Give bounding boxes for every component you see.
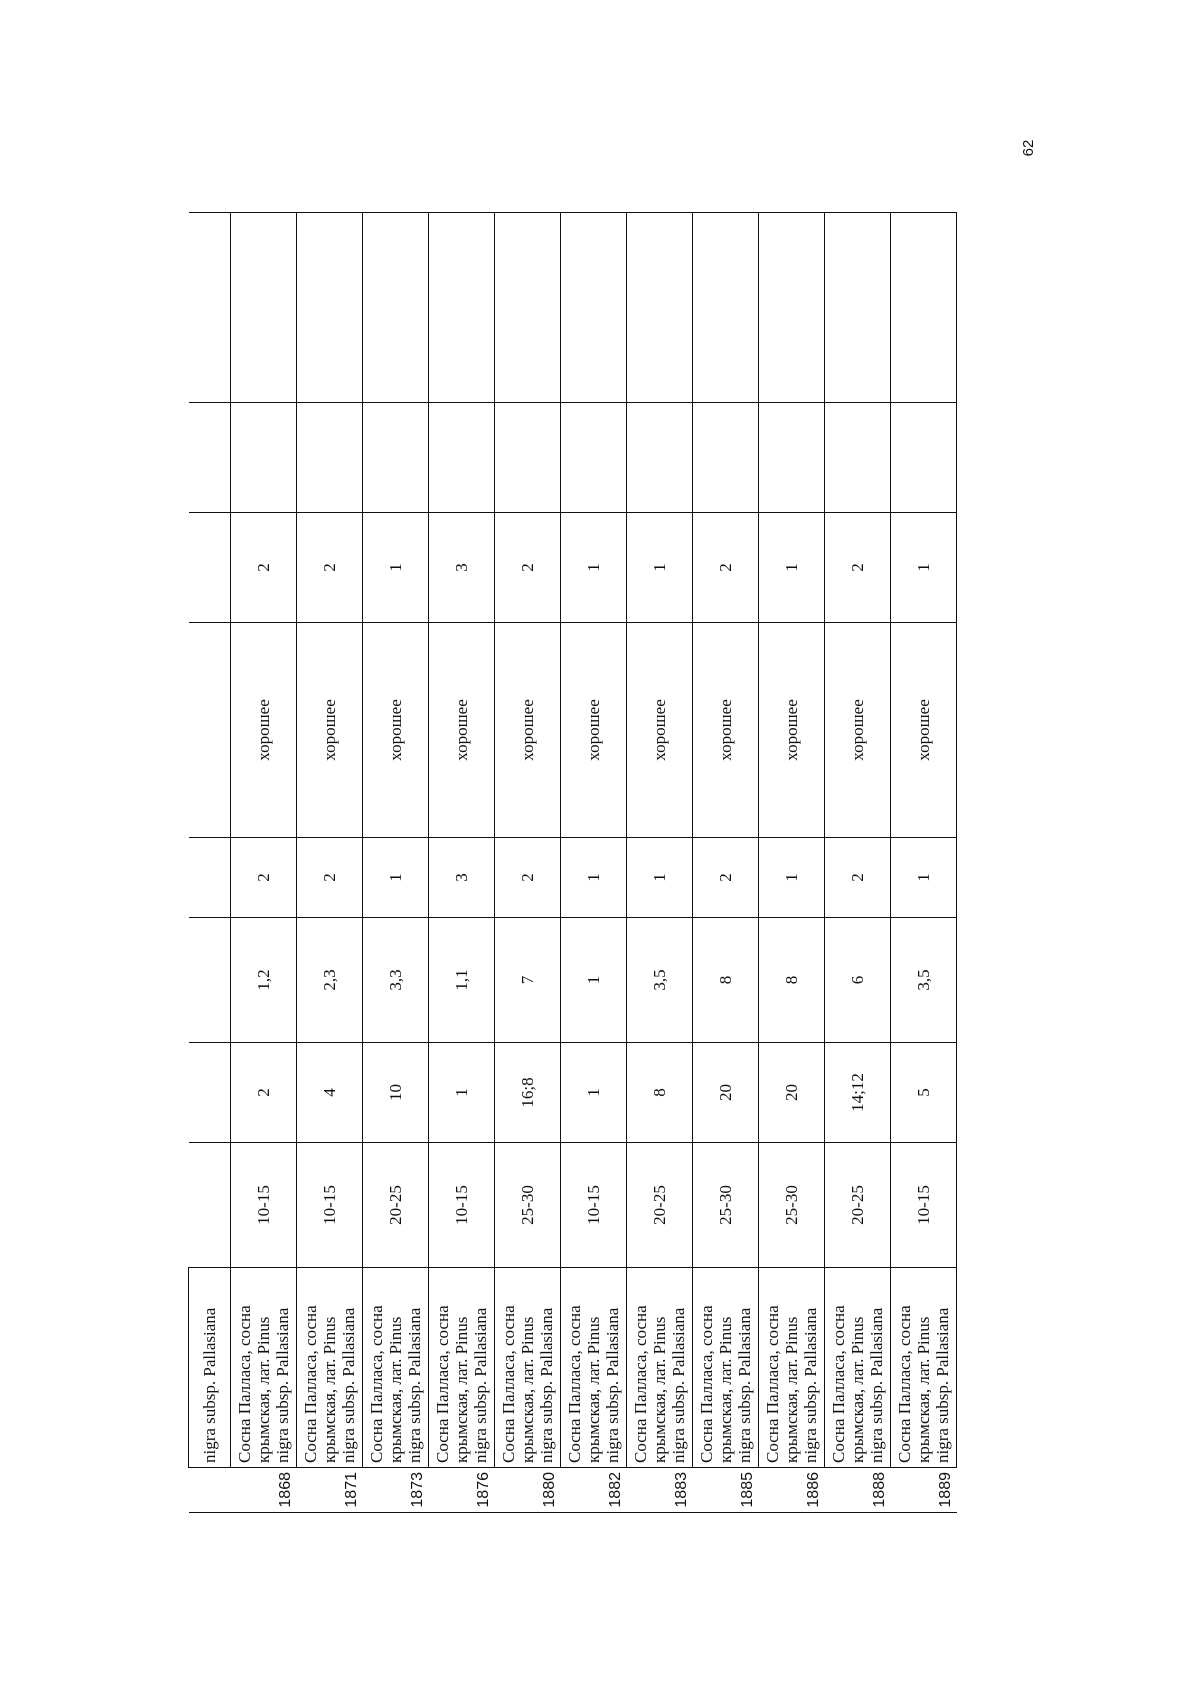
age-cell: 10-15: [231, 1143, 297, 1268]
empty-cell: [231, 403, 297, 513]
species-line: Сосна Палласа, сосна: [895, 1305, 914, 1463]
species-line: Сосна Палласа, сосна: [631, 1305, 650, 1463]
empty-cell: [189, 623, 231, 838]
table-row: [693, 213, 759, 1513]
species-cell: [561, 1268, 627, 1468]
species-line: крымская, лат. Pinus: [386, 1316, 405, 1463]
count-cell: 2: [693, 838, 759, 918]
species-line: Сосна Палласа, сосна: [235, 1305, 254, 1463]
year-cell: 1880: [495, 1468, 561, 1513]
species-cell: [627, 1268, 693, 1468]
age-cell: 10-15: [561, 1143, 627, 1268]
species-line: крымская, лат. Pinus: [650, 1316, 669, 1463]
count-cell: 1: [561, 513, 627, 623]
count-cell: 1: [627, 513, 693, 623]
species-line: nigra subsp. Pallasiana: [603, 1307, 622, 1463]
empty-cell: [759, 403, 825, 513]
year-cell: 1871: [297, 1468, 363, 1513]
empty-cell: [189, 513, 231, 623]
empty-cell: [189, 918, 231, 1043]
species-line: nigra subsp. Pallasiana: [867, 1307, 886, 1463]
value-cell: 2: [231, 1043, 297, 1143]
species-cell: [495, 1268, 561, 1468]
count-cell: 2: [297, 838, 363, 918]
value-cell: 8: [693, 918, 759, 1043]
condition-cell: хорошее: [297, 623, 363, 838]
age-cell: 20-25: [627, 1143, 693, 1268]
species-cell: [825, 1268, 891, 1468]
empty-cell: [363, 213, 429, 403]
empty-cell: [627, 403, 693, 513]
species-cell: [231, 1268, 297, 1468]
count-cell: 1: [363, 513, 429, 623]
count-cell: 3: [429, 513, 495, 623]
condition-cell: хорошее: [231, 623, 297, 838]
year-cell: 1876: [429, 1468, 495, 1513]
table-row-continuation: [189, 213, 231, 1513]
condition-cell: хорошее: [429, 623, 495, 838]
age-cell: 25-30: [759, 1143, 825, 1268]
value-cell: 20: [759, 1043, 825, 1143]
count-cell: 1: [891, 513, 957, 623]
empty-cell: [189, 1043, 231, 1143]
empty-cell: [189, 213, 231, 403]
value-cell: 1: [429, 1043, 495, 1143]
empty-cell: [429, 213, 495, 403]
value-cell: 7: [495, 918, 561, 1043]
count-cell: 2: [693, 513, 759, 623]
count-cell: 1: [627, 838, 693, 918]
value-cell: 16;8: [495, 1043, 561, 1143]
empty-cell: [891, 213, 957, 403]
species-line: nigra subsp. Pallasiana: [537, 1307, 556, 1463]
empty-cell: [189, 1143, 231, 1268]
value-cell: 8: [627, 1043, 693, 1143]
table-row: [363, 213, 429, 1513]
condition-cell: хорошее: [363, 623, 429, 838]
count-cell: 1: [561, 838, 627, 918]
condition-cell: хорошее: [891, 623, 957, 838]
table-row: [429, 213, 495, 1513]
species-line: крымская, лат. Pinus: [782, 1316, 801, 1463]
species-line: nigra subsp. Pallasiana: [339, 1307, 358, 1463]
table-row: [627, 213, 693, 1513]
table-row: [891, 213, 957, 1513]
condition-cell: хорошее: [495, 623, 561, 838]
species-line: nigra subsp. Pallasiana: [405, 1307, 424, 1463]
value-cell: 2,3: [297, 918, 363, 1043]
species-line: крымская, лат. Pinus: [518, 1316, 537, 1463]
value-cell: 3,5: [891, 918, 957, 1043]
year-cell: 1868: [231, 1468, 297, 1513]
table-row: [825, 213, 891, 1513]
species-line: крымская, лат. Pinus: [452, 1316, 471, 1463]
condition-cell: хорошее: [693, 623, 759, 838]
year-cell: 1889: [891, 1468, 957, 1513]
value-cell: 1,1: [429, 918, 495, 1043]
species-line: nigra subsp. Pallasiana: [273, 1307, 292, 1463]
species-line: nigra subsp. Pallasiana: [735, 1307, 754, 1463]
value-cell: 1,2: [231, 918, 297, 1043]
year-cell: 1886: [759, 1468, 825, 1513]
count-cell: 2: [297, 513, 363, 623]
value-cell: 8: [759, 918, 825, 1043]
count-cell: 2: [231, 838, 297, 918]
count-cell: 1: [759, 838, 825, 918]
count-cell: 2: [495, 513, 561, 623]
age-cell: 10-15: [429, 1143, 495, 1268]
age-cell: 10-15: [297, 1143, 363, 1268]
species-line: nigra subsp. Pallasiana: [471, 1307, 490, 1463]
value-cell: 14;12: [825, 1043, 891, 1143]
empty-cell: [891, 403, 957, 513]
empty-cell: [189, 838, 231, 918]
species-line: Сосна Палласа, сосна: [301, 1305, 320, 1463]
species-cell: [759, 1268, 825, 1468]
condition-cell: хорошее: [825, 623, 891, 838]
table-body: [189, 213, 957, 1513]
year-cell: 1873: [363, 1468, 429, 1513]
value-cell: 5: [891, 1043, 957, 1143]
species-line: nigra subsp. Pallasiana: [933, 1307, 952, 1463]
empty-cell: [825, 403, 891, 513]
empty-cell: [693, 403, 759, 513]
table-row: [561, 213, 627, 1513]
species-line: Сосна Палласа, сосна: [829, 1305, 848, 1463]
value-cell: 10: [363, 1043, 429, 1143]
value-cell: 20: [693, 1043, 759, 1143]
species-line: крымская, лат. Pinus: [320, 1316, 339, 1463]
empty-cell: [189, 403, 231, 513]
year-cell: 1883: [627, 1468, 693, 1513]
year-cell: 1888: [825, 1468, 891, 1513]
value-cell: 1: [561, 918, 627, 1043]
species-line: крымская, лат. Pinus: [914, 1316, 933, 1463]
count-cell: 2: [825, 513, 891, 623]
species-line: крымская, лат. Pinus: [848, 1316, 867, 1463]
value-cell: 3,3: [363, 918, 429, 1043]
species-line: Сосна Палласа, сосна: [565, 1305, 584, 1463]
table-row: [495, 213, 561, 1513]
empty-cell: [363, 403, 429, 513]
value-cell: 1: [561, 1043, 627, 1143]
count-cell: 1: [759, 513, 825, 623]
count-cell: 3: [429, 838, 495, 918]
species-line: Сосна Палласа, сосна: [499, 1305, 518, 1463]
species-cell: [693, 1268, 759, 1468]
empty-cell: [495, 213, 561, 403]
empty-cell: [297, 213, 363, 403]
table-row: [759, 213, 825, 1513]
condition-cell: хорошее: [561, 623, 627, 838]
species-line: nigra subsp. Pallasiana: [801, 1307, 820, 1463]
species-line: крымская, лат. Pinus: [584, 1316, 603, 1463]
species-cell: [891, 1268, 957, 1468]
empty-cell: [297, 403, 363, 513]
age-cell: 25-30: [693, 1143, 759, 1268]
age-cell: 10-15: [891, 1143, 957, 1268]
value-cell: 3,5: [627, 918, 693, 1043]
empty-cell: [495, 403, 561, 513]
value-cell: 4: [297, 1043, 363, 1143]
species-cell: [297, 1268, 363, 1468]
species-cell: [429, 1268, 495, 1468]
empty-cell: [561, 213, 627, 403]
count-cell: 2: [495, 838, 561, 918]
empty-cell: [561, 403, 627, 513]
year-cell: 1882: [561, 1468, 627, 1513]
species-line: Сосна Палласа, сосна: [697, 1305, 716, 1463]
species-line: Сосна Палласа, сосна: [367, 1305, 386, 1463]
species-cell: [363, 1268, 429, 1468]
count-cell: 2: [825, 838, 891, 918]
age-cell: 20-25: [363, 1143, 429, 1268]
empty-cell: [759, 213, 825, 403]
count-cell: 2: [231, 513, 297, 623]
species-line: nigra subsp. Pallasiana: [669, 1307, 688, 1463]
age-cell: 20-25: [825, 1143, 891, 1268]
table-row: [297, 213, 363, 1513]
species-cell: nigra subsp. Pallasiana: [189, 1268, 231, 1468]
species-line: Сосна Палласа, сосна: [763, 1305, 782, 1463]
empty-cell: [231, 213, 297, 403]
age-cell: 25-30: [495, 1143, 561, 1268]
species-line: крымская, лат. Pinus: [254, 1316, 273, 1463]
species-line: крымская, лат. Pinus: [716, 1316, 735, 1463]
tree-records-table: [188, 212, 957, 1513]
empty-cell: [825, 213, 891, 403]
empty-cell: [627, 213, 693, 403]
empty-cell: [429, 403, 495, 513]
value-cell: 6: [825, 918, 891, 1043]
condition-cell: хорошее: [627, 623, 693, 838]
year-cell: 1885: [693, 1468, 759, 1513]
count-cell: 1: [891, 838, 957, 918]
table-row: [231, 213, 297, 1513]
condition-cell: хорошее: [759, 623, 825, 838]
empty-cell: [693, 213, 759, 403]
species-line: Сосна Палласа, сосна: [433, 1305, 452, 1463]
count-cell: 1: [363, 838, 429, 918]
page-number: 62: [1020, 139, 1037, 157]
year-cell: [189, 1468, 231, 1513]
